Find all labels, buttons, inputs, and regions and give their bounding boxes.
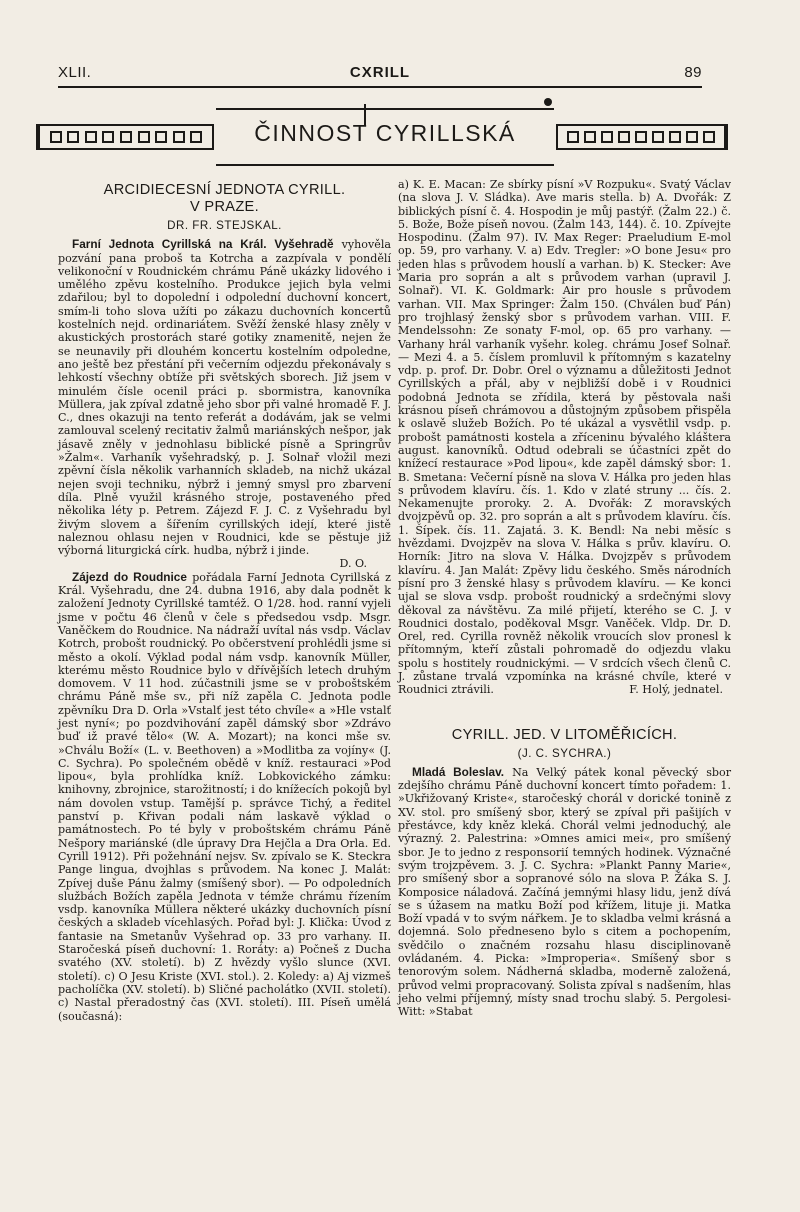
volume-number: XLII.: [58, 64, 92, 81]
section-2-author: (J. C. SYCHRA.): [517, 746, 612, 760]
section-banner: [36, 108, 728, 170]
section-1-author: DR. FR. STEJSKAL.: [167, 219, 282, 232]
journal-title: CXRILL: [349, 64, 411, 81]
paragraph-text: vyhověla pozvání pana proboš ta Kotrcha a zazpívala v pondělí velikonoční v Roudnickém chrámu Páně ukázky lidového i umělého zpěvu kostelního. Produkce jejich byla velmi zdařilou; byl to dopolední i odpolední duchovní koncert, smím-li toho slova užíti po zákazu duchovních koncertů kostelních nejd. ordinariátem. Svěží ženské hlasy zněly v akustických prostorách staré gotiky znamenitě, nejen že se neunavily při dlouhém koncertu kostelním odpoledne, ano ještě bez přestání při večerním odjezdu překonávaly s lehkostí všechny obtíže při světských sborech. Již jsem v minulém čísle ocenil práci p. sbormistra, kanovníka Müllera, jak zpíval zdatně jeho sbor při valné hromadě F. J. C., dnes okazuji na tento referát a dodávám, jak se velmi zamlouval scelený recitativ žalmů mariánských nešpor, jak jásavě zněly v jednohlasu biblické písně a Springrův »Žalm«. Varhaník vyšehradský, p. J. Solnař vložil mezi zpěvní čísla několik varhanních skladeb, na nichž ukázal nejen svoji techniku, nýbrž i jemný smysl pro zbarvení díla. Plně využil krásného stroje, postaveného před několika léty p. Petrem. Zájezd F. J. C. z Vyšehradu byl živým slovem a šířením cyrillských idejí, které jistě naleznou ohlasu nejen v Roudnici, kde se pěstuje již výborná liturgická círk. hudba, nýbrž i jinde.: [58, 238, 391, 558]
banner-rule-bottom: [216, 164, 554, 166]
banner-rule-top: [216, 108, 554, 110]
paragraph-lead: Zájezd do Roudnice: [72, 569, 187, 584]
section-1-paragraph-2-continued: [398, 178, 731, 697]
banner-dot: [544, 98, 552, 106]
section-1-paragraph-2: [58, 571, 391, 1023]
ornament-left: [36, 124, 214, 150]
section-1-title-line1: ARCIDIECESNÍ JEDNOTA CYRILL.: [103, 182, 346, 198]
paragraph-text: pořádala Farní Jednota Cyrillská z Král. Vyšehradu, dne 24. dubna 1916, aby dala podnět k založení Jednoty Cyrillské tamtéž. O 1/28. hod. ranní vyjeli jsme v počtu 46 členů v čele s předsedou vsdp. Msgr. Vaněčkem do Roudnice. Na nádraží uvítal nás vsdp. Václav Kotrch, probošt roudnický. Po občerstvení prohlédli jsme si město a okolí. Výklad podal nám vsdp. kanovník Müller, kterému město Roudnice bylo v dřívějších letech druhým domovem. V 11 hod. zúčastnili jsme se v proboštském chrámu Páně mše sv., při níž zapěla C. Jednota podle zpěvníku Dra D. Orla »Vstalť jest této chvíle« a »Hle vstalť jest nyní«; po pozdvihování zapěl dámský sbor »Zdrávo buď iž pravé tělo« (W. A. Mozart); na konci mše sv. »Chválu Boží« (L. v. Beethoven) a »Modlitba za vojíny« (J. C. Sychra). Po společném obědě v kníž. restauraci »Pod lipou«, byla prohlídka kníž. Lobkovického zámku: knihovny, zbrojnice, starožitností; i do knížecích pokojů byl nám dovolen vstup. Tamější p. správce Tichý, a ředitel panství p. Křivan podali nám laskavě výklad o památnostech. Po té byly v proboštském chrámu Páně Nešpory mariánské (dle úpravy Dra Hejčla a Dra Orla. Ed. Cyrill 1912). Při požehnání nejsv. Sv. zpívalo se K. Steckra Pange lingua, dvojhlas s průvodem. Na konec J. Malát: Zpívej duše Pánu žalmy (smíšený sbor). — Po odpoledních službách Božích zapěla Jednota v témže chrámu řízením vsdp. kanovníka Müllera některé ukázky duchovních písní českých a skladeb vícehlasých. Pořad byl: J. Klička: Úvod z fantasie na Smetanův Vyšehrad op. 33 pro varhany. II. Staročeská píseň duchovní: 1. Roráty: a) Počneš z Ducha svatého (XV. století). b) Z hvězdy vyšlo slunce (XVI. století). c) O Jesu Kriste (XVI. stol.). 2. Koledy: a) Aj vizmeš pacholíčka (XV. století). b) Sličné pacholátko (XVII. století). c) Nastal přeradostný čas (XVI. století). III. Píseň umělá (současná):: [58, 570, 391, 1023]
page-number: 89: [684, 64, 702, 81]
banner-title: ČINNOST CYRILLSKÁ: [254, 120, 516, 146]
right-column: [398, 178, 731, 1019]
section-1-paragraph-1: [58, 238, 391, 570]
paragraph-signature: D. O.: [339, 557, 367, 571]
ornament-right: [556, 124, 728, 150]
section-1-title: [58, 182, 391, 216]
running-head: [58, 60, 702, 88]
section-1-title-line2: V PRAZE.: [190, 199, 259, 215]
paragraph-text: a) K. E. Macan: Ze sbírky písní »V Rozpuku«. Svatý Václav (na slova J. V. Sládka). Ave maris stella. b) A. Dvořák: Z biblických písní č. 4. Hospodin je můj pastýř. (Žalm 22.) č. 5. Bože, Bože píseň novou. (Žalm 143, 144). č. 10. Zpívejte Hospodinu. (Žalm 97). IV. Max Reger: Praeludium E-mol op. 59, pro varhany. V. a) Edv. Tregler: »O bone Jesu« pro jeden hlas s průvodem houslí a varhan. b) K. Stecker: Ave Maria pro soprán a alt s průvodem varhan (upravil J. Solnař). VI. K. Goldmark: Air pro housle s průvodem varhan. VII. Max Springer: Žalm 150. (Chválen buď Pán) pro trojhlasý ženský sbor s průvodem varhan. VIII. F. Mendelssohn: Ze sonaty F-mol, op. 65 pro varhany. — Varhany hrál varhaník vyšehr. koleg. chrámu Josef Solnař. — Mezi 4. a 5. číslem promluvil k přítomným s kazatelny vdp. p. prof. Dr. Dobr. Orel o významu a důležitosti Jednot Cyrillských a přál, aby v nejbližší době i v Roudnici podobná Jednota se zřídila, která by pěstovala naši krásnou píseň chrámovou a důstojným způsobem přispěla k oslavě služeb Božích. Po té ukázal a vysvětlil vsdp. p. probošt památnosti kostela a zříceninu bývalého kláštera august. kanovníků. Odtud odebrali se účastníci zpět do knížecí restaurace »Pod lipou«, kde zapěl dámský sbor: 1. B. Smetana: Večerní písně na slova V. Hálka pro jeden hlas s průvodem klavíru. čís. 1. Kdo v zlaté struny ... čís. 2. Nekamenujte proroky. 2. A. Dvořák: Z moravských dvojzpěvů op. 32. pro soprán a alt s průvodem klavíru. čís. 1. Šípek. čís. 11. Zajatá. 3. K. Bendl: Na nebi měsíc s hvězdami. Dvojzpěv na slova V. Hálka s prův. klavíru. O. Horník: Jitro na slova V. Hálka. Dvojzpěv s průvodem klavíru. 4. Jan Malát: Zpěvy lidu českého. Směs národních písní pro 3 ženské hlasy s průvodem klavíru. — Ke konci ujal se slova vsdp. probošt roudnický a srdečnými slovy děkoval za návštěvu. Za milé přijetí, kterého se C. J. v Roudnici dostalo, poděkoval Msgr. Vaněček. Vldp. Dr. D. Orel, red. Cyrilla rovněž několik vroucích slov pronesl k přítomným, kteří zůstali pohromadě do odjezdu vlaku spolu s hostitely roudnickými. — V srdcích všech členů C. J. zůstane trvalá vzpomínka na krásné chvíle, které v Roudnici ztrávili.: [398, 178, 731, 697]
paragraph-lead: Mladá Boleslav.: [412, 764, 505, 779]
section-2-title: CYRILL. JED. V LITOMĚŘICÍCH.: [451, 726, 678, 743]
paragraph-signature: F. Holý, jednatel.: [629, 683, 723, 697]
left-column: [58, 178, 391, 1023]
paragraph-text: Na Velký pátek konal pěvecký sbor zdejšího chrámu Páně duchovní koncert tímto pořadem: 1. »Ukřižovaný Kriste«, staročeský chorál v dorické tonině z XV. stol. pro smíšený sbor, který se zpíval při pašijích v přestávce, kdy kněz kleká. Chorál velmi jednoduchý, ale výrazný. 2. Palestrina: »Omnes amici mei«, pro smíšený sbor. Je to jedno z responsorií temných hodinek. Význačné svým trojzpěvem. 3. J. C. Sychra: »Plankt Panny Marie«, pro smíšený sbor a sopranové sólo na slova P. Žáka S. J. Komposice náladová. Začíná jemnými hlasy lidu, jenž dívá se s úžasem na matku Boží pod křížem, lituje ji. Matka Boží vpadá v to svým nářkem. Je to skladba velmi krásná a dojemná. Solo předneseno bylo s citem a pochopením, svědčilo o značném rozsahu hlasu disciplinovaně ovládaném. 4. Picka: »Improperia«. Smíšený sbor s tenorovým solem. Nádherná skladba, moderně založená, průvod velmi propracovaný. Solista zpíval s nadšením, hlas jeho velmi příjemný, místy snad trochu slabý. 5. Pergolesi-Witt: »Stabat: [398, 765, 731, 1019]
paragraph-lead: Farní Jednota Cyrillská na Král. Vyšehradě: [72, 237, 334, 252]
section-2-paragraph-1: [398, 766, 731, 1019]
